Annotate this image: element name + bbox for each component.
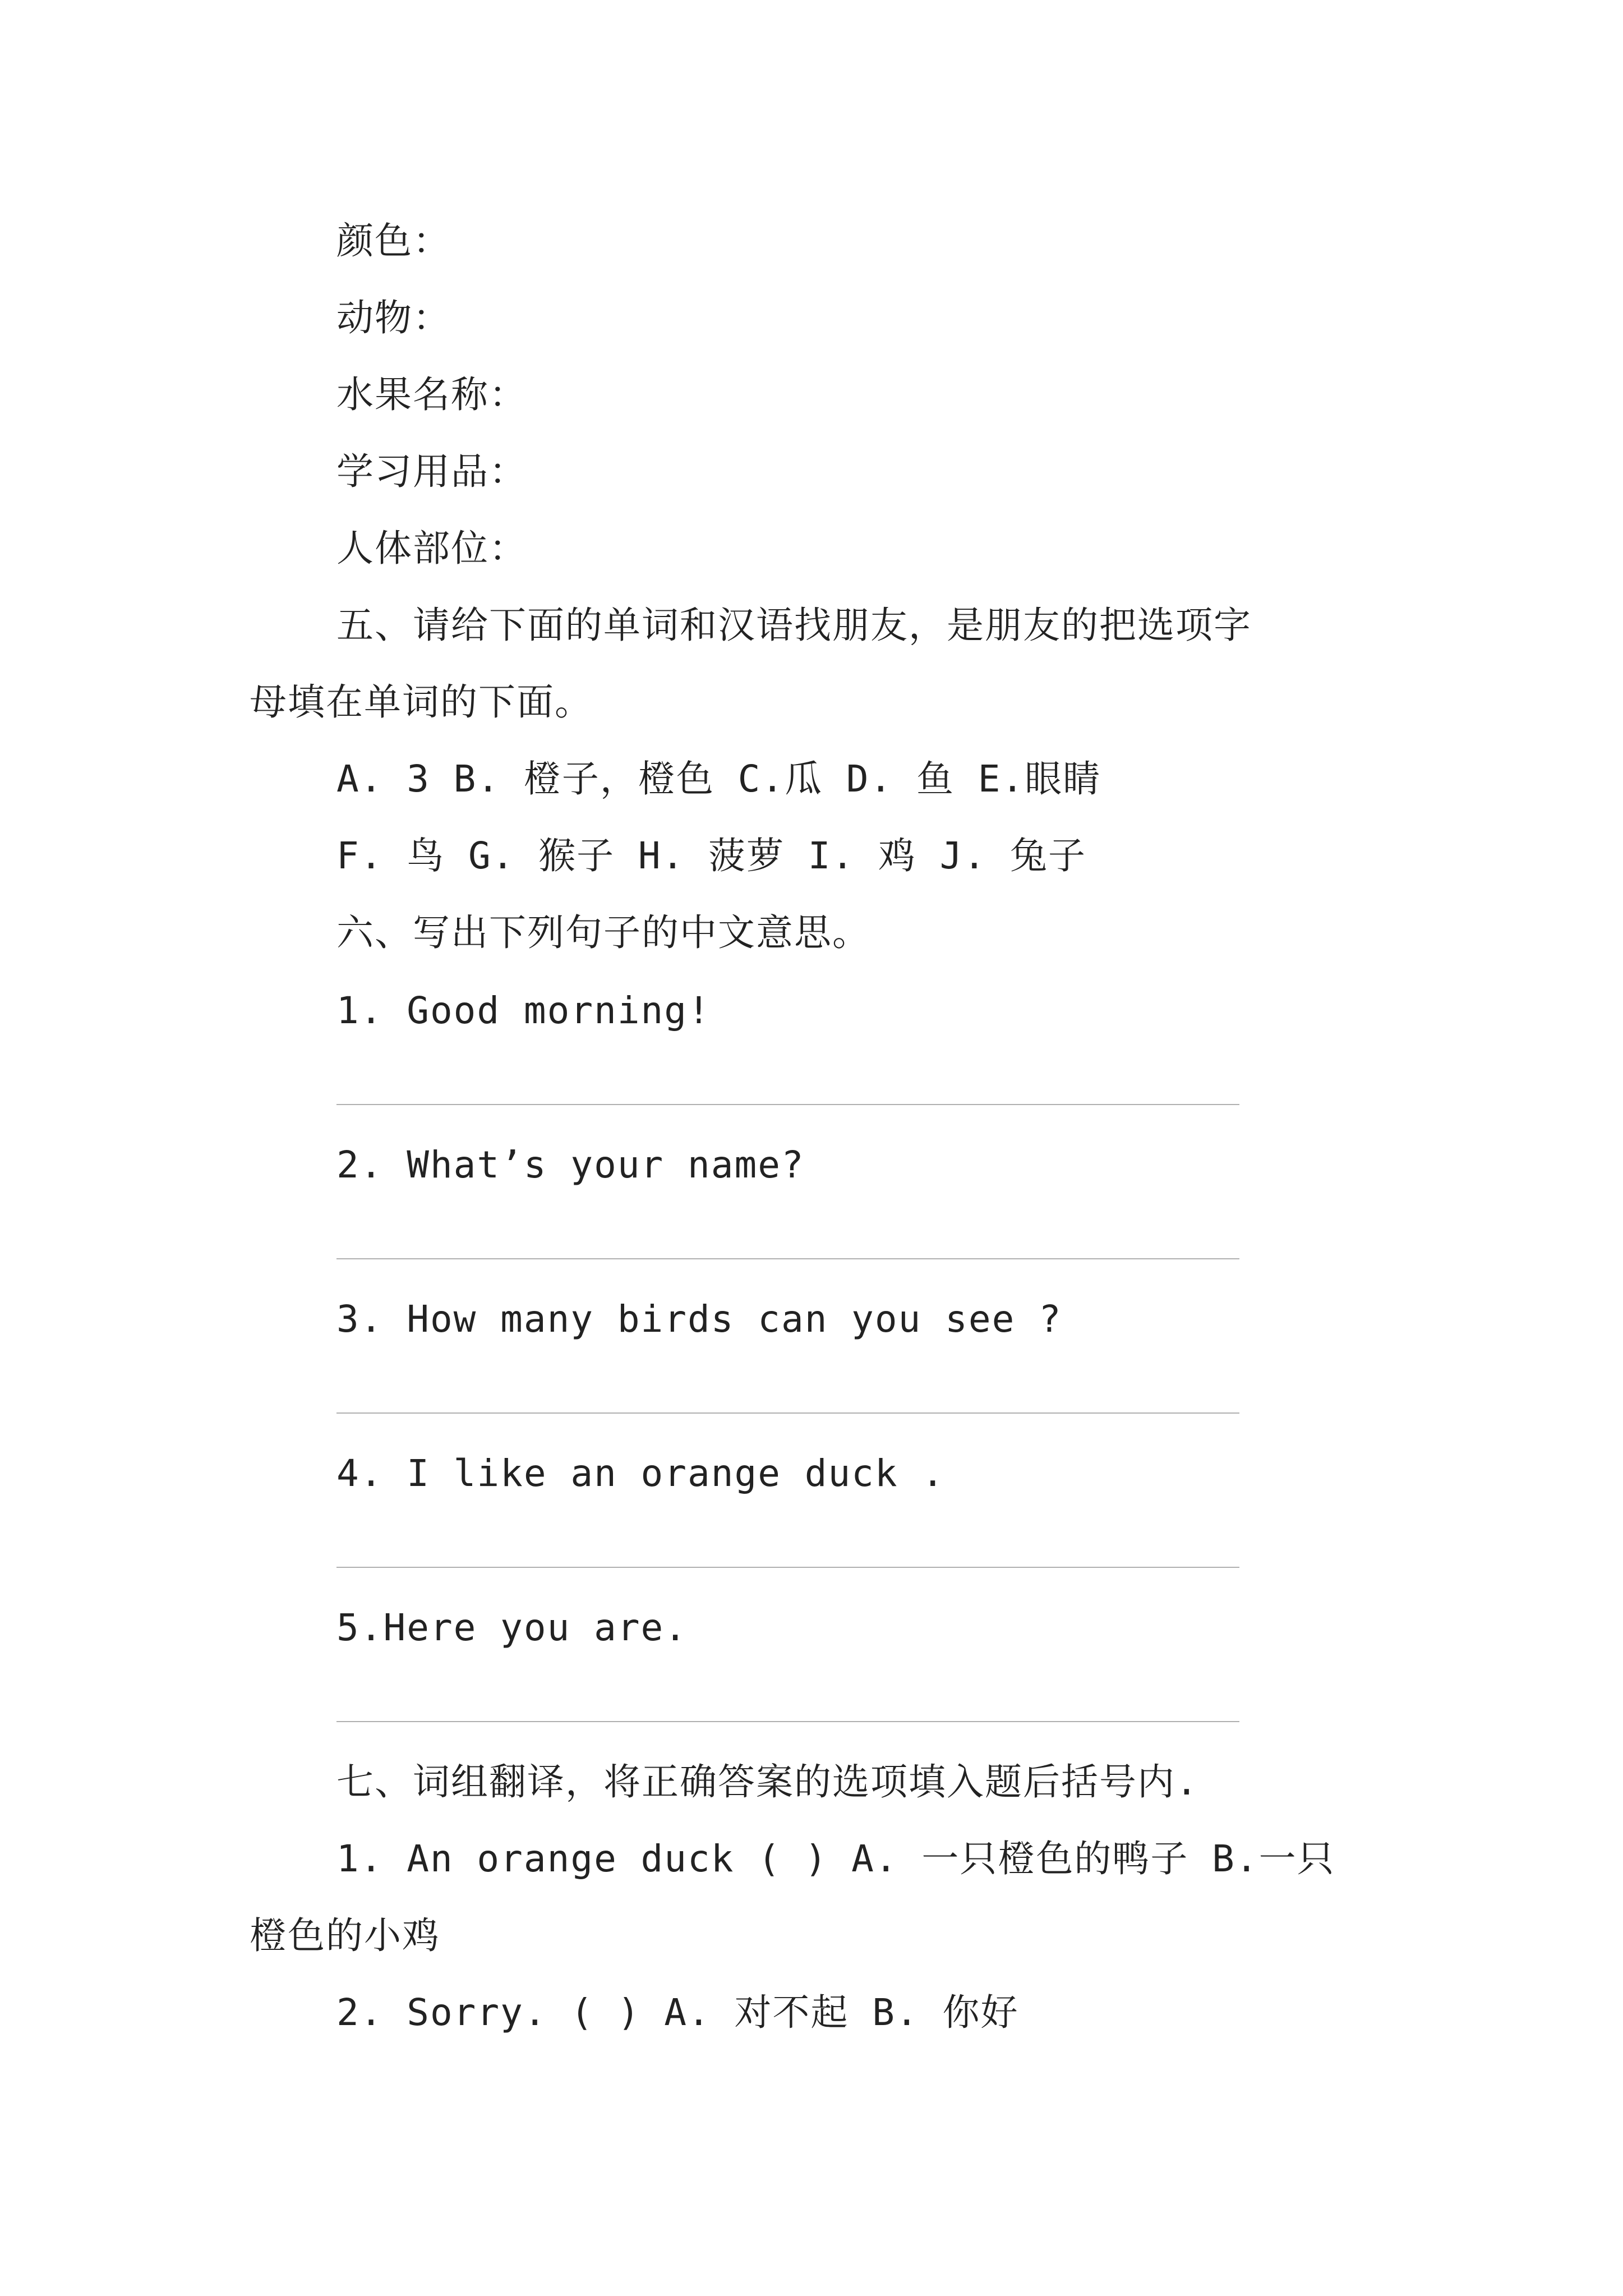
sentence-1: 1. Good morning!: [336, 989, 711, 1032]
section-5-title-line-1: 五、请给下面的单词和汉语找朋友，是朋友的把选项字: [336, 604, 1252, 647]
category-label-body-parts: 人体部位：: [336, 527, 527, 570]
section-5-title-line-2: 母填在单词的下面。: [250, 680, 593, 724]
answer-line-3: [336, 1412, 1239, 1414]
sentence-3: 3. How many birds can you see ?: [336, 1297, 1062, 1341]
sentence-5: 5.Here you are.: [336, 1606, 688, 1649]
question-1-line-1: 1. An orange duck ( ) A. 一只橙色的鸭子 B.一只: [336, 1837, 1335, 1880]
category-label-fruits: 水果名称：: [336, 373, 527, 416]
section-7-title: 七、词组翻译，将正确答案的选项填入题后括号内.: [336, 1760, 1199, 1803]
answer-line-5: [336, 1721, 1239, 1722]
answer-line-4: [336, 1567, 1239, 1568]
answer-line-1: [336, 1104, 1239, 1105]
category-label-school-supplies: 学习用品：: [336, 450, 527, 493]
sentence-2: 2. What’s your name?: [336, 1143, 805, 1186]
category-label-colors: 颜色：: [336, 219, 451, 263]
category-label-animals: 动物：: [336, 296, 451, 339]
question-1-line-2: 橙色的小鸡: [250, 1914, 440, 1957]
question-2: 2. Sorry. ( ) A. 对不起 B. 你好: [336, 1991, 1019, 2034]
section-6-title: 六、写出下列句子的中文意思。: [336, 911, 870, 954]
answer-line-2: [336, 1258, 1239, 1259]
sentence-4: 4. I like an orange duck .: [336, 1452, 946, 1495]
section-5-options-line-1: A. 3 B. 橙子，橙色 C.瓜 D. 鱼 E.眼睛: [336, 757, 1101, 800]
section-5-options-line-2: F. 鸟 G. 猴子 H. 菠萝 I. 鸡 J. 兔子: [336, 834, 1086, 877]
